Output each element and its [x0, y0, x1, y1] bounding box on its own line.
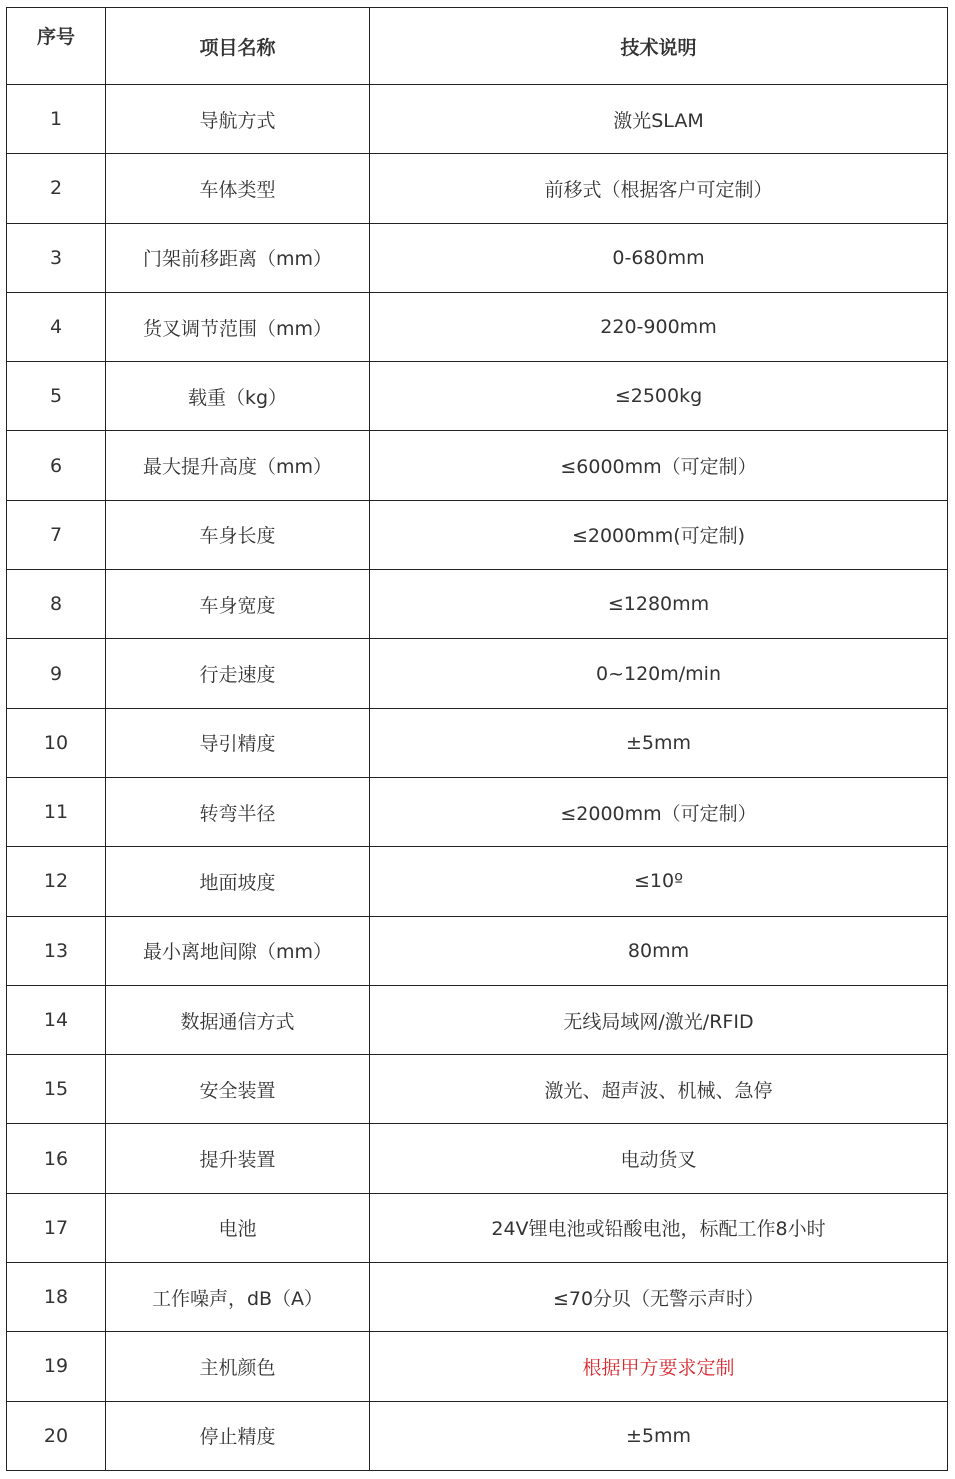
cell-seq: 5 — [7, 362, 106, 431]
cell-seq: 18 — [7, 1263, 106, 1332]
cell-tech-spec: ≤2500kg — [370, 362, 948, 431]
cell-item-name: 提升装置 — [106, 1124, 370, 1193]
cell-seq: 14 — [7, 985, 106, 1054]
cell-tech-spec: 0~120m/min — [370, 639, 948, 708]
cell-item-name: 车身长度 — [106, 500, 370, 569]
cell-seq: 16 — [7, 1124, 106, 1193]
table-row — [7, 85, 948, 154]
cell-seq: 20 — [7, 1401, 106, 1470]
cell-item-name: 载重（kg） — [106, 362, 370, 431]
cell-seq: 8 — [7, 570, 106, 639]
cell-tech-spec: ±5mm — [370, 1401, 948, 1470]
cell-item-name: 主机颜色 — [106, 1332, 370, 1401]
cell-tech-spec-highlighted: 根据甲方要求定制 — [370, 1332, 948, 1401]
cell-tech-spec: 220-900mm — [370, 292, 948, 361]
cell-tech-spec: ±5mm — [370, 708, 948, 777]
cell-tech-spec: ≤2000mm（可定制） — [370, 777, 948, 846]
cell-seq: 10 — [7, 708, 106, 777]
cell-item-name: 导航方式 — [106, 85, 370, 154]
cell-item-name: 行走速度 — [106, 639, 370, 708]
cell-tech-spec: 0-680mm — [370, 223, 948, 292]
cell-tech-spec: 无线局域网/激光/RFID — [370, 985, 948, 1054]
cell-tech-spec: ≤6000mm（可定制） — [370, 431, 948, 500]
table-row — [7, 431, 948, 500]
cell-seq: 13 — [7, 916, 106, 985]
table-body — [7, 85, 948, 1471]
table-row — [7, 1263, 948, 1332]
cell-item-name: 停止精度 — [106, 1401, 370, 1470]
table-row — [7, 847, 948, 916]
table-row — [7, 570, 948, 639]
cell-item-name: 最小离地间隙（mm） — [106, 916, 370, 985]
cell-seq: 12 — [7, 847, 106, 916]
cell-seq: 19 — [7, 1332, 106, 1401]
cell-seq: 3 — [7, 223, 106, 292]
cell-item-name: 货叉调节范围（mm） — [106, 292, 370, 361]
cell-tech-spec: ≤2000mm(可定制) — [370, 500, 948, 569]
table-row — [7, 1055, 948, 1124]
header-item-name: 项目名称 — [106, 8, 370, 85]
cell-item-name: 门架前移距离（mm） — [106, 223, 370, 292]
cell-tech-spec: 激光SLAM — [370, 85, 948, 154]
spec-table — [6, 7, 948, 1471]
cell-seq: 1 — [7, 85, 106, 154]
cell-item-name: 数据通信方式 — [106, 985, 370, 1054]
cell-seq: 6 — [7, 431, 106, 500]
cell-tech-spec: ≤70分贝（无警示声时） — [370, 1263, 948, 1332]
cell-tech-spec: ≤10º — [370, 847, 948, 916]
header-tech-spec: 技术说明 — [370, 8, 948, 85]
cell-item-name: 车体类型 — [106, 154, 370, 223]
table-row — [7, 1193, 948, 1262]
cell-item-name: 电池 — [106, 1193, 370, 1262]
table-row — [7, 1401, 948, 1470]
cell-seq: 9 — [7, 639, 106, 708]
cell-item-name: 最大提升高度（mm） — [106, 431, 370, 500]
cell-item-name: 安全装置 — [106, 1055, 370, 1124]
table-row — [7, 1124, 948, 1193]
table-row — [7, 985, 948, 1054]
table-row — [7, 500, 948, 569]
header-seq: 序号 — [7, 8, 106, 85]
cell-tech-spec: 24V锂电池或铅酸电池，标配工作8小时 — [370, 1193, 948, 1262]
cell-tech-spec: 前移式（根据客户可定制） — [370, 154, 948, 223]
table-row — [7, 292, 948, 361]
cell-tech-spec: 激光、超声波、机械、急停 — [370, 1055, 948, 1124]
table-row — [7, 916, 948, 985]
cell-item-name: 转弯半径 — [106, 777, 370, 846]
cell-tech-spec: 电动货叉 — [370, 1124, 948, 1193]
cell-seq: 7 — [7, 500, 106, 569]
cell-seq: 11 — [7, 777, 106, 846]
table-row — [7, 708, 948, 777]
table-header-row — [7, 8, 948, 85]
cell-item-name: 车身宽度 — [106, 570, 370, 639]
cell-tech-spec: 80mm — [370, 916, 948, 985]
table-row — [7, 1332, 948, 1401]
table-row — [7, 777, 948, 846]
cell-seq: 4 — [7, 292, 106, 361]
cell-item-name: 导引精度 — [106, 708, 370, 777]
table-row — [7, 639, 948, 708]
cell-seq: 15 — [7, 1055, 106, 1124]
table-row — [7, 154, 948, 223]
table-row — [7, 223, 948, 292]
cell-item-name: 地面坡度 — [106, 847, 370, 916]
cell-tech-spec: ≤1280mm — [370, 570, 948, 639]
cell-seq: 2 — [7, 154, 106, 223]
table-row — [7, 362, 948, 431]
cell-item-name: 工作噪声，dB（A） — [106, 1263, 370, 1332]
cell-seq: 17 — [7, 1193, 106, 1262]
